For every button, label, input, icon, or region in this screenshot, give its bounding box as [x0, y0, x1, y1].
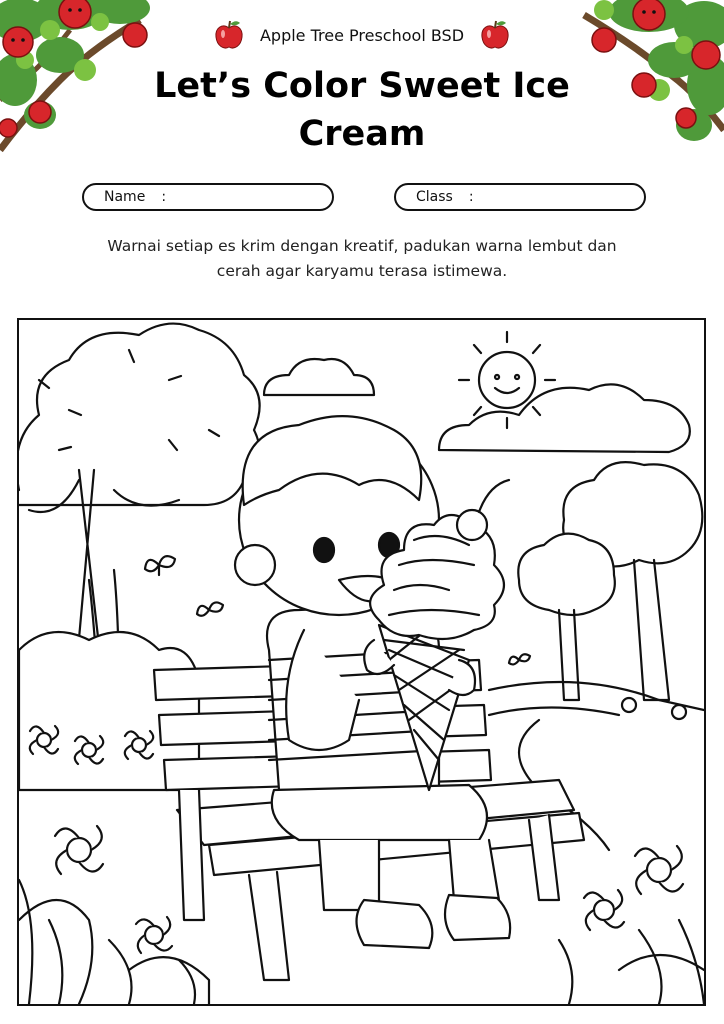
page-title-line-1: Let’s Color Sweet Ice — [154, 66, 570, 106]
instruction-text — [70, 234, 654, 284]
class-colon: : — [468, 189, 474, 205]
name-label: Name — [104, 189, 146, 205]
coloring-illustration — [19, 320, 704, 1004]
name-colon: : — [161, 189, 167, 205]
sun — [459, 332, 555, 428]
class-label: Class — [416, 189, 453, 205]
school-header — [0, 18, 724, 52]
page-title — [120, 62, 604, 158]
page-title-line-2: Cream — [298, 114, 426, 154]
class-field[interactable] — [394, 183, 646, 211]
coloring-illustration-frame — [17, 318, 706, 1006]
name-field[interactable] — [82, 183, 334, 211]
instruction-line-1: Warnai setiap es krim dengan kreatif, padukan warna lembut dan — [107, 237, 617, 255]
school-name: Apple Tree Preschool BSD — [259, 25, 465, 45]
apple-icon — [480, 19, 510, 51]
apple-icon — [214, 19, 244, 51]
instruction-line-2: cerah agar karyamu terasa istimewa. — [216, 262, 508, 280]
